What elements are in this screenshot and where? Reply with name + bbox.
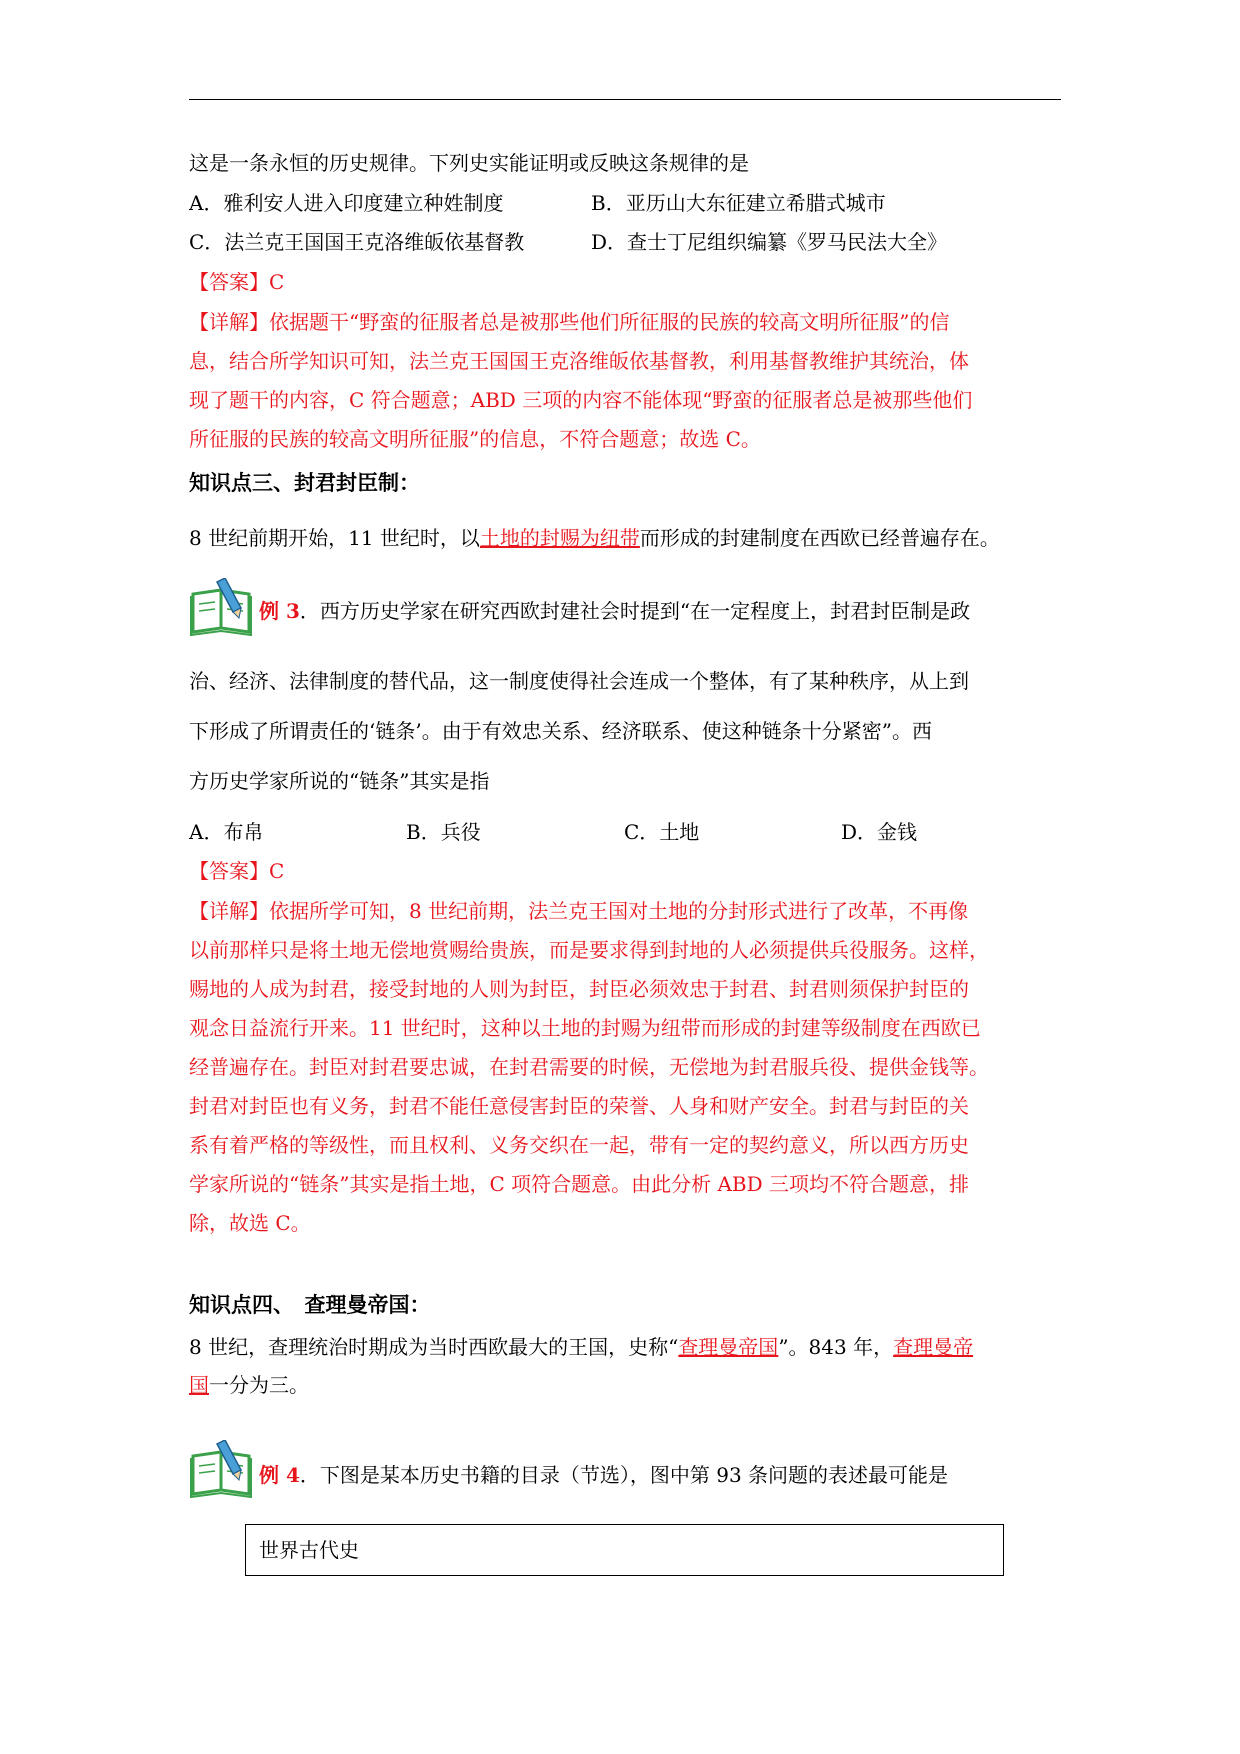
ex3-detail-line: 封君对封臣也有义务，封君不能任意侵害封臣的荣誉、人身和财产安全。封君与封臣的关 <box>189 1094 969 1118</box>
ex3-stem-line: 下形成了所谓责任的‘链条’。由于有效忠关系、经济联系、使这种链条十分紧密”。西 <box>189 719 932 743</box>
ex3-detail-line: 经普遍存在。封臣对封君要忠诚，在封君需要的时候，无偿地为封君服兵役、提供金钱等。 <box>189 1055 989 1079</box>
header-rule <box>189 99 1061 100</box>
ex3-stem-line: 方历史学家所说的“链条”其实是指 <box>189 769 490 793</box>
q2-detail-line: 息，结合所学知识可知，法兰克王国国王克洛维皈依基督教，利用基督教维护其统治，体 <box>189 349 969 373</box>
q2-detail-line: 【详解】依据题干“野蛮的征服者总是被那些他们所征服的民族的较高文明所征服”的信 <box>189 310 950 334</box>
q2-stem: 这是一条永恒的历史规律。下列史实能证明或反映这条规律的是 <box>189 151 749 175</box>
ex4-table-title: 世界古代史 <box>259 1538 359 1562</box>
kp4-highlight: 查理曼帝 <box>893 1335 974 1359</box>
ex3-detail-line: 赐地的人成为封君，接受封地的人则为封臣，封臣必须效忠于封君、封君则须保护封臣的 <box>189 977 969 1001</box>
ex3-detail-line: 系有着严格的等级性，而且权利、义务交织在一起，带有一定的契约意义，所以西方历史 <box>189 1133 969 1157</box>
ex3-option-b: B．兵役 <box>406 820 481 844</box>
q2-option-a: A．雅利安人进入印度建立种姓制度 <box>189 191 504 215</box>
ex3-stem-line: 例 3．西方历史学家在研究西欧封建社会时提到“在一定程度上，封君封臣制是政 <box>259 599 971 623</box>
q2-option-d: D．查士丁尼组织编纂《罗马民法大全》 <box>591 230 948 254</box>
q2-option-b: B．亚历山大东征建立希腊式城市 <box>591 191 886 215</box>
ex3-detail-line: 除，故选 C。 <box>189 1211 311 1235</box>
ex3-detail-line: 观念日益流行开来。11 世纪时，这种以土地的封赐为纽带而形成的封建等级制度在西欧已 <box>189 1016 981 1040</box>
book-pencil-icon <box>189 1440 257 1498</box>
kp3-heading: 知识点三、封君封臣制： <box>189 471 420 495</box>
q2-option-c: C．法兰克王国国王克洛维皈依基督教 <box>189 230 525 254</box>
kp4-heading: 知识点四、 查理曼帝国： <box>189 1293 431 1317</box>
ex4-label: 例 4 <box>259 1463 300 1487</box>
ex3-option-d: D．金钱 <box>841 820 918 844</box>
ex4-table <box>245 1524 1004 1576</box>
ex3-answer: 【答案】C <box>189 859 285 883</box>
q2-answer: 【答案】C <box>189 270 285 294</box>
ex4-stem: 例 4．下图是某本历史书籍的目录（节选），图中第 93 条问题的表述最可能是 <box>259 1463 949 1487</box>
book-pencil-icon <box>189 578 257 636</box>
ex3-label: 例 3 <box>259 599 300 623</box>
kp4-highlight: 查理曼帝国 <box>678 1335 779 1359</box>
kp3-highlight: 土地的封赐为纽带 <box>479 526 640 550</box>
ex3-stem-line: 治、经济、法律制度的替代品，这一制度使得社会连成一个整体，有了某种秩序，从上到 <box>189 669 969 693</box>
q2-detail-line: 所征服的民族的较高文明所征服”的信息，不符合题意；故选 C。 <box>189 427 761 451</box>
kp4-paragraph-line: 8 世纪，查理统治时期成为当时西欧最大的王国，史称“查理曼帝国”。843 年，查理曼帝 <box>189 1335 974 1359</box>
ex3-detail-line: 学家所说的“链条”其实是指土地，C 项符合题意。由此分析 ABD 三项均不符合题意，排 <box>189 1172 969 1196</box>
ex3-detail-line: 【详解】依据所学可知，8 世纪前期，法兰克王国对土地的分封形式进行了改革，不再像 <box>189 899 969 923</box>
ex3-detail-line: 以前那样只是将土地无偿地赏赐给贵族，而是要求得到封地的人必须提供兵役服务。这样， <box>189 938 989 962</box>
kp3-paragraph: 8 世纪前期开始，11 世纪时，以土地的封赐为纽带而形成的封建制度在西欧已经普遍存在。 <box>189 526 1000 550</box>
kp4-highlight: 国 <box>189 1373 209 1397</box>
ex3-option-c: C．土地 <box>624 820 700 844</box>
kp4-paragraph-line: 国一分为三。 <box>189 1373 309 1397</box>
q2-detail-line: 现了题干的内容，C 符合题意；ABD 三项的内容不能体现“野蛮的征服者总是被那些他们 <box>189 388 973 412</box>
ex3-option-a: A．布帛 <box>189 820 264 844</box>
